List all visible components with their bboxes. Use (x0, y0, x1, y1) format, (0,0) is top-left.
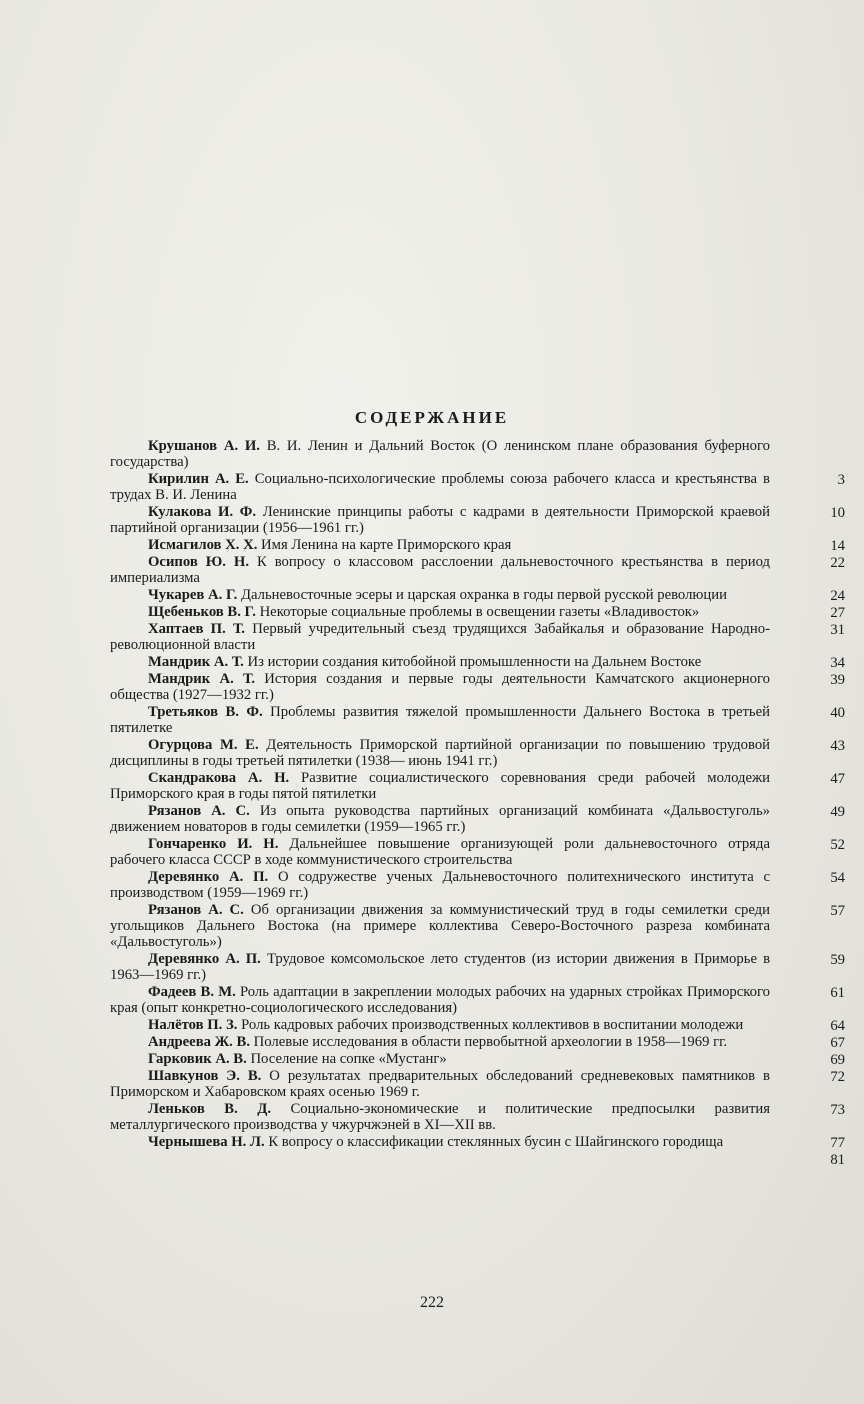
toc-entry-title: Социально-экономические и политические предпосылки развития металлургического производства у чжурчжэней в XI—XII вв. (110, 1101, 770, 1133)
toc-entry-page: 43 (830, 738, 845, 754)
toc-entry-text (110, 984, 770, 1016)
toc-entry-text (110, 1101, 770, 1133)
toc-entry-author: Кирилин А. Е. (148, 471, 249, 487)
toc-entry-page: 57 (830, 903, 845, 919)
toc-entry-page: 52 (830, 837, 845, 853)
toc-entry-author: Кулакова И. Ф. (148, 504, 257, 520)
toc-entry-text (110, 1017, 770, 1033)
toc-entry-text (110, 471, 770, 503)
toc-entry-text (110, 537, 770, 553)
toc-entry-page: 61 (830, 985, 845, 1001)
toc-entry-author: Исмагилов X. X. (148, 537, 258, 553)
toc-entry-title: О содружестве ученых Дальневосточного политехнического института с производством (1959—1969 гг.) (110, 869, 771, 901)
toc-entry-title: История создания и первые годы деятельности Камчатского акционерного общества (1927—1932 гг.) (110, 671, 770, 703)
toc-entry-author: Рязанов А. С. (148, 803, 250, 819)
toc-entry-page: 47 (830, 771, 845, 787)
toc-entry-title: Первый учредительный съезд трудящихся Забайкалья и образование Народно-революционной власти (110, 621, 770, 653)
toc-entry-author: Деревянко А. П. (148, 869, 269, 885)
toc-entry-title: Некоторые социальные проблемы в освещении газеты «Владивосток» (259, 604, 700, 620)
toc-entry-title: Социально-психологические проблемы союза рабочего класса и крестьянства в трудах В. И. Ленина (110, 471, 770, 503)
toc-entry-text (110, 803, 770, 835)
page-number: 222 (420, 1294, 444, 1311)
toc-entry-author: Огурцова М. Е. (148, 737, 259, 753)
toc-entry-page: 67 (830, 1035, 845, 1051)
toc-entry-title: Деятельность Приморской партийной организации по повышению трудовой дисциплины в годы третьей пятилетки (1938— июнь 1941 гг.) (110, 737, 771, 769)
toc-entry-text (110, 671, 770, 703)
toc-entry-title: О результатах предварительных обследований средневековых памятников в Приморском и Хабаровском краях осенью 1969 г. (110, 1068, 770, 1100)
toc-entry-title: Ленинские принципы работы с кадрами в деятельности Приморской краевой партийной организации (1956—1961 гг.) (110, 504, 770, 536)
toc-entry-title: Из истории создания китобойной промышленности на Дальнем Востоке (247, 654, 702, 670)
toc-entry-text (110, 951, 770, 983)
toc-entry-text (110, 604, 770, 620)
toc-entry-text (110, 869, 770, 901)
toc-entry-author: Осипов Ю. Н. (148, 554, 249, 570)
toc-entry-author: Чукарев А. Г. (148, 587, 238, 603)
toc-entry-page: 69 (830, 1052, 845, 1068)
toc-entry-text (110, 504, 770, 536)
toc-entry-author: Третьяков В. Ф. (148, 704, 263, 720)
toc-entry-page: 40 (830, 705, 845, 721)
toc-title: СОДЕРЖАНИЕ (354, 408, 510, 427)
toc-entry-title: Проблемы развития тяжелой промышленности Дальнего Востока в третьей пятилетке (110, 704, 770, 736)
toc-entry-page: 59 (830, 952, 845, 968)
toc-entry-title: Имя Ленина на карте Приморского края (261, 537, 512, 553)
toc-entry-title: Поселение на сопке «Мустанг» (250, 1051, 447, 1067)
toc-entry-text (110, 438, 770, 470)
toc-entry-title: Развитие социалистического соревнования среди рабочей молодежи Приморского края в годы пятой пятилетки (110, 770, 770, 802)
toc-entry-text (110, 770, 770, 802)
toc-entry-author: Налётов П. З. (148, 1017, 238, 1033)
toc-entry-page: 77 (830, 1135, 845, 1151)
toc-entry-title: Об организации движения за коммунистический труд в годы семилетки среди угольщиков Дальнего Востока (на примере коллектива Северо-Восточного разреза комбината «Дальвостуголь») (110, 902, 771, 950)
toc-entry-author: Деревянко А. П. (148, 951, 261, 967)
toc-entry-text (110, 654, 770, 670)
toc-entry-page: 31 (830, 622, 845, 638)
toc-entry (110, 1134, 845, 1168)
toc-entry-title: Дальневосточные эсеры и царская охранка в годы первой русской революции (240, 587, 727, 603)
toc-entry-text (110, 1051, 770, 1067)
toc-entry-author: Щебеньков В. Г. (148, 604, 256, 620)
toc-entry-author: Фадеев В. М. (148, 984, 236, 1000)
toc-entry-author: Шавкунов Э. В. (148, 1068, 262, 1084)
toc-entry-text (110, 554, 770, 586)
toc-entry-page: 22 (830, 555, 845, 571)
toc-entry-page: 39 (830, 672, 845, 688)
toc-entry-page: 10 (830, 505, 845, 521)
toc-entry-text (110, 737, 770, 769)
toc-entry-author: Гарковик А. В. (148, 1051, 247, 1067)
toc-entry-title: К вопросу о классификации стеклянных бусин с Шайгинского городища (268, 1134, 724, 1150)
toc-entry-text (110, 836, 770, 868)
table-of-contents (110, 438, 845, 1168)
toc-entry-page: 24 (830, 588, 845, 604)
toc-entry-page: 49 (830, 804, 845, 820)
toc-entry-title: Роль кадровых рабочих производственных коллективов в воспитании молодежи (241, 1017, 744, 1033)
toc-entry-title: В. И. Ленин и Дальний Восток (О ленинском плане образования буферного государства) (110, 438, 770, 470)
toc-entry-title: Полевые исследования в области первобытной археологии в 1958—1969 гг. (253, 1034, 728, 1050)
toc-entry-text (110, 1134, 770, 1150)
toc-entry-author: Мандрик А. Т. (148, 654, 244, 670)
toc-entry-author: Леньков В. Д. (148, 1101, 272, 1117)
toc-entry-page: 14 (830, 538, 845, 554)
toc-entry-author: Мандрик А. Т. (148, 671, 255, 687)
toc-entry-page: 34 (830, 655, 845, 671)
toc-entry-text (110, 704, 770, 736)
toc-entry-text (110, 1034, 770, 1050)
toc-entry-author: Рязанов А. С. (148, 902, 244, 918)
toc-entry-text (110, 587, 770, 603)
toc-entry-title: Роль адаптации в закреплении молодых рабочих на ударных стройках Приморского края (опыт конкретно-социологического исследования) (110, 984, 771, 1016)
toc-entry-title: Из опыта руководства партийных организаций комбината «Дальвостуголь» движением новаторов в годы семилетки (1959—1965 гг.) (110, 803, 771, 835)
toc-entry-page: 3 (837, 472, 845, 488)
toc-entry-author: Чернышева Н. Л. (148, 1134, 265, 1150)
toc-entry-text (110, 1068, 770, 1100)
toc-entry-page: 72 (830, 1069, 845, 1085)
toc-entry-author: Гончаренко И. Н. (148, 836, 279, 852)
toc-entry-page: 81 (830, 1152, 845, 1168)
toc-entry-page: 27 (830, 605, 845, 621)
toc-entry-author: Скандракова А. Н. (148, 770, 290, 786)
toc-entry-text (110, 621, 770, 653)
toc-entry-title: Трудовое комсомольское лето студентов (из истории движения в Приморье в 1963—1969 гг.) (110, 951, 771, 983)
toc-entry-page: 73 (830, 1102, 845, 1118)
toc-entry-text (110, 902, 770, 950)
toc-entry-page: 54 (830, 870, 845, 886)
toc-entry-author: Андреева Ж. В. (148, 1034, 250, 1050)
toc-entry-title: Дальнейшее повышение организующей роли дальневосточного отряда рабочего класса СССР в ходе коммунистического строительства (110, 836, 770, 868)
toc-entry-title: К вопросу о классовом расслоении дальневосточного крестьянства в период империализма (110, 554, 770, 586)
toc-entry-page: 64 (830, 1018, 845, 1034)
toc-entry-author: Хаптаев П. Т. (148, 621, 245, 637)
toc-entry-author: Крушанов А. И. (148, 438, 260, 454)
